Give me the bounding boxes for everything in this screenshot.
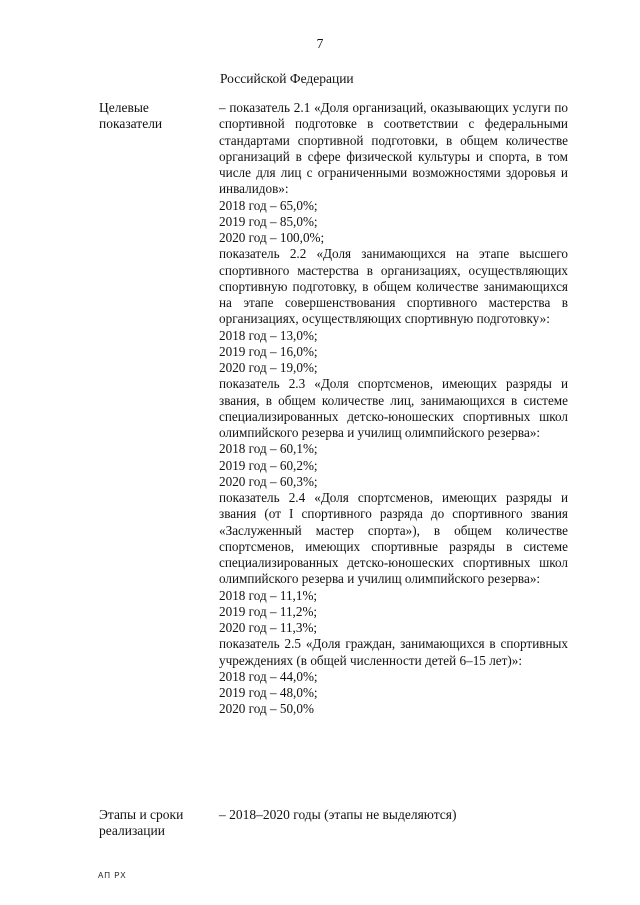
indicator-2-1-year-2018: 2018 год – 65,0%;	[219, 197, 318, 213]
indicator-2-5-year-2018: 2018 год – 44,0%;	[219, 668, 318, 684]
indicator-2-3-text: показатель 2.3 «Доля спортсменов, имеющих разряды и звания, в общем количестве лиц, занимающихся в системе специализированных детско-юношеских спортивных школ олимпийского резерва и училищ олимпийского резерва»:	[219, 376, 568, 440]
indicator-2-3	[219, 376, 568, 490]
indicator-2-5	[219, 636, 568, 717]
stages-label	[99, 807, 199, 839]
targets-label-line-2: показатели	[99, 116, 163, 132]
indicator-2-3-year-2020: 2020 год – 60,3%;	[219, 473, 318, 489]
targets-label-line-1: Целевые	[99, 100, 149, 115]
indicator-2-2-year-2019: 2019 год – 16,0%;	[219, 343, 318, 359]
indicator-2-4-year-2019: 2019 год – 11,2%;	[219, 603, 318, 619]
stages-label-line-2: реализации	[99, 823, 165, 839]
indicator-2-1-year-2020: 2020 год – 100,0%;	[219, 230, 325, 245]
indicator-2-1-text: – показатель 2.1 «Доля организаций, оказывающих услуги по спортивной подготовке в соответствии с федеральными стандартами спортивной подготовки, в общем количестве организаций в сфере физической культуры и спорта, в том числе для лиц с ограниченными возможностями здоровья и инвалидов»:	[219, 100, 568, 197]
indicator-2-5-year-2019: 2019 год – 48,0%;	[219, 685, 318, 700]
targets-content	[219, 100, 568, 718]
indicator-2-1	[219, 100, 568, 246]
page-number: 7	[316, 36, 324, 51]
indicator-2-2	[219, 246, 568, 376]
continuation-text: Российской Федерации	[220, 71, 354, 86]
indicator-2-4	[219, 490, 568, 636]
indicator-2-4-year-2020: 2020 год – 11,3%;	[219, 620, 318, 635]
stages-text: – 2018–2020 годы (этапы не выделяются)	[219, 807, 457, 822]
stages-label-line-1: Этапы и сроки	[99, 807, 184, 822]
indicator-2-2-text: показатель 2.2 «Доля занимающихся на этапе высшего спортивного мастерства в организациях, осуществляющих спортивную подготовку, в общем количестве занимающихся на этапе совершенствования спортивного мастерства в организациях, осуществляющих спортивную подготовку»:	[219, 246, 568, 327]
indicator-2-4-text: показатель 2.4 «Доля спортсменов, имеющих разряды и звания (от I спортивного разряда до спортивного звания «Заслуженный мастер спорта»), в общем количестве спортсменов, имеющих спортивные разряды в системе специализированных детско-юношеских спортивных школ олимпийского резерва и училищ олимпийского резерва»:	[219, 490, 568, 587]
footer-mark: АП РХ	[98, 871, 127, 880]
indicator-2-1-year-2019: 2019 год – 85,0%;	[219, 213, 318, 229]
indicator-2-5-year-2020: 2020 год – 50,0%	[219, 701, 314, 717]
stages-content	[219, 807, 568, 823]
indicator-2-3-year-2019: 2019 год – 60,2%;	[219, 457, 318, 473]
indicator-2-4-year-2018: 2018 год – 11,1%;	[219, 587, 318, 603]
indicator-2-2-year-2018: 2018 год – 13,0%;	[219, 327, 318, 343]
targets-label	[99, 100, 199, 132]
indicator-2-3-year-2018: 2018 год – 60,1%;	[219, 441, 318, 457]
indicator-2-2-year-2020: 2020 год – 19,0%;	[219, 360, 318, 375]
indicator-2-5-text: показатель 2.5 «Доля граждан, занимающихся в спортивных учреждениях (в общей численности детей 6–15 лет)»:	[219, 636, 568, 668]
